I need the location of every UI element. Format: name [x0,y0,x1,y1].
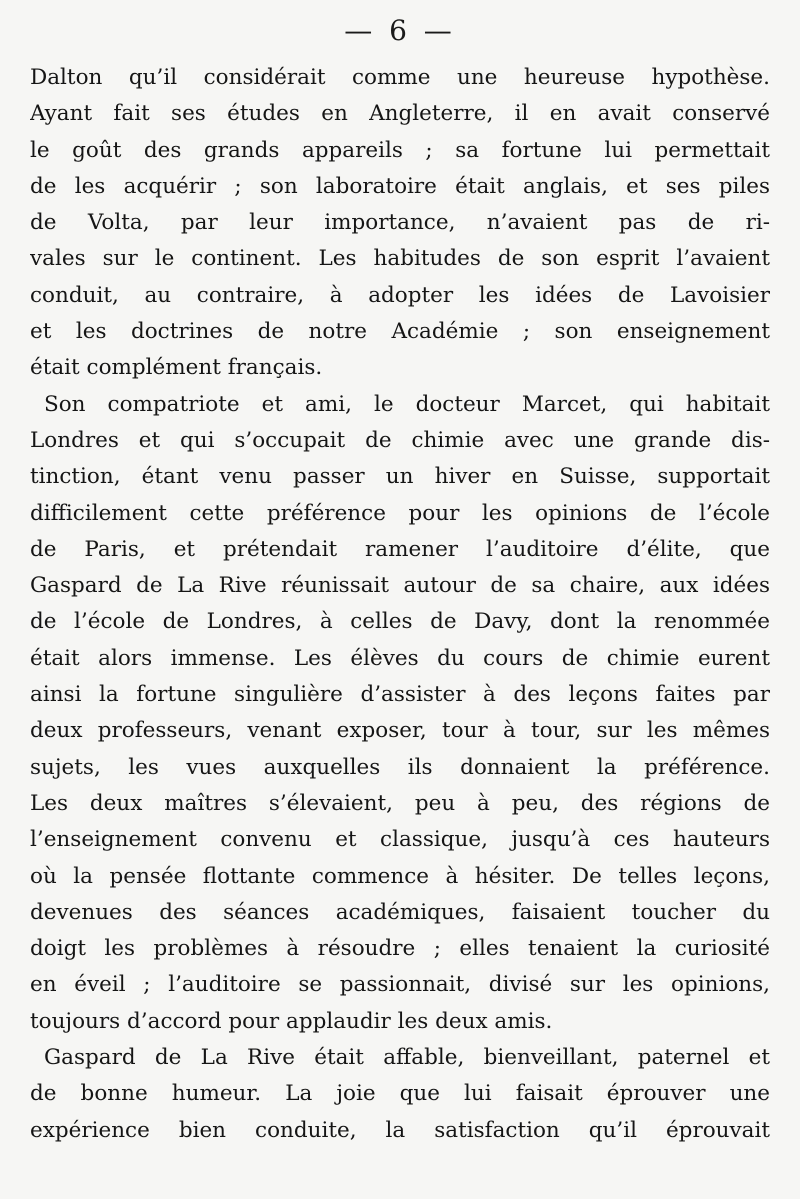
text-line: tinction, étant venu passer un hiver en Suisse, supportait [30,464,770,490]
text-line: ainsi la fortune singulière d’assister à des leçons faites par [30,682,770,708]
text-line: Dalton qu’il considérait comme une heureuse hypothèse. [30,65,770,90]
text-line: et les doctrines de notre Académie ; son enseignement [30,319,770,345]
text-line: le goût des grands appareils ; sa fortune lui permettait [30,137,770,163]
text-line: conduit, au contraire, à adopter les idées de Lavoisier [30,282,770,308]
text-line: Gaspard de La Rive était affable, bienveillant, paternel et [44,1045,770,1071]
body-text [30,60,770,1149]
text-line: Londres et qui s’occupait de chimie avec une grande dis- [30,427,770,453]
text-line: de Volta, par leur importance, n’avaient pas de ri- [30,210,770,236]
text-line: expérience bien conduite, la satisfaction qu’il éprouvait [30,1117,770,1143]
text-line: vales sur le continent. Les habitudes de son esprit l’avaient [30,246,770,272]
text-line: de les acquérir ; son laboratoire était anglais, et ses piles [30,173,770,199]
page-number: — 6 — [344,14,456,47]
text-line: de Paris, et prétendait ramener l’auditoire d’élite, que [30,536,770,562]
text-line: était alors immense. Les élèves du cours de chimie eurent [30,645,770,671]
text-line: où la pensée flottante commence à hésiter. De telles leçons, [30,863,770,889]
text-line: Ayant fait ses études en Angleterre, il en avait conservé [30,101,770,127]
text-line: en éveil ; l’auditoire se passionnait, divisé sur les opinions, [30,972,770,998]
text-line: Gaspard de La Rive réunissait autour de sa chaire, aux idées [30,573,770,599]
text-line: Les deux maîtres s’élevaient, peu à peu, des régions de [30,790,770,816]
text-line: difficilement cette préférence pour les opinions de l’école [30,500,770,526]
text-line: sujets, les vues auxquelles ils donnaient la préférence. [30,754,770,780]
text-line: de l’école de Londres, à celles de Davy, dont la renommée [30,609,770,635]
text-line: l’enseignement convenu et classique, jusqu’à ces hauteurs [30,827,770,853]
text-line: toujours d’accord pour applaudir les deux amis. [30,1008,553,1034]
text-line: doigt les problèmes à résoudre ; elles tenaient la curiosité [30,936,770,962]
paragraph-3 [30,1040,770,1149]
text-line: était complément français. [30,355,323,381]
paragraph-2 [30,387,770,1040]
text-line: devenues des séances académiques, faisaient toucher du [30,899,770,925]
text-line: Son compatriote et ami, le docteur Marcet, qui habitait [44,391,770,417]
text-line: deux professeurs, venant exposer, tour à tour, sur les mêmes [30,718,770,744]
text-line: de bonne humeur. La joie que lui faisait éprouver une [30,1081,770,1107]
paragraph-1 [30,60,770,387]
